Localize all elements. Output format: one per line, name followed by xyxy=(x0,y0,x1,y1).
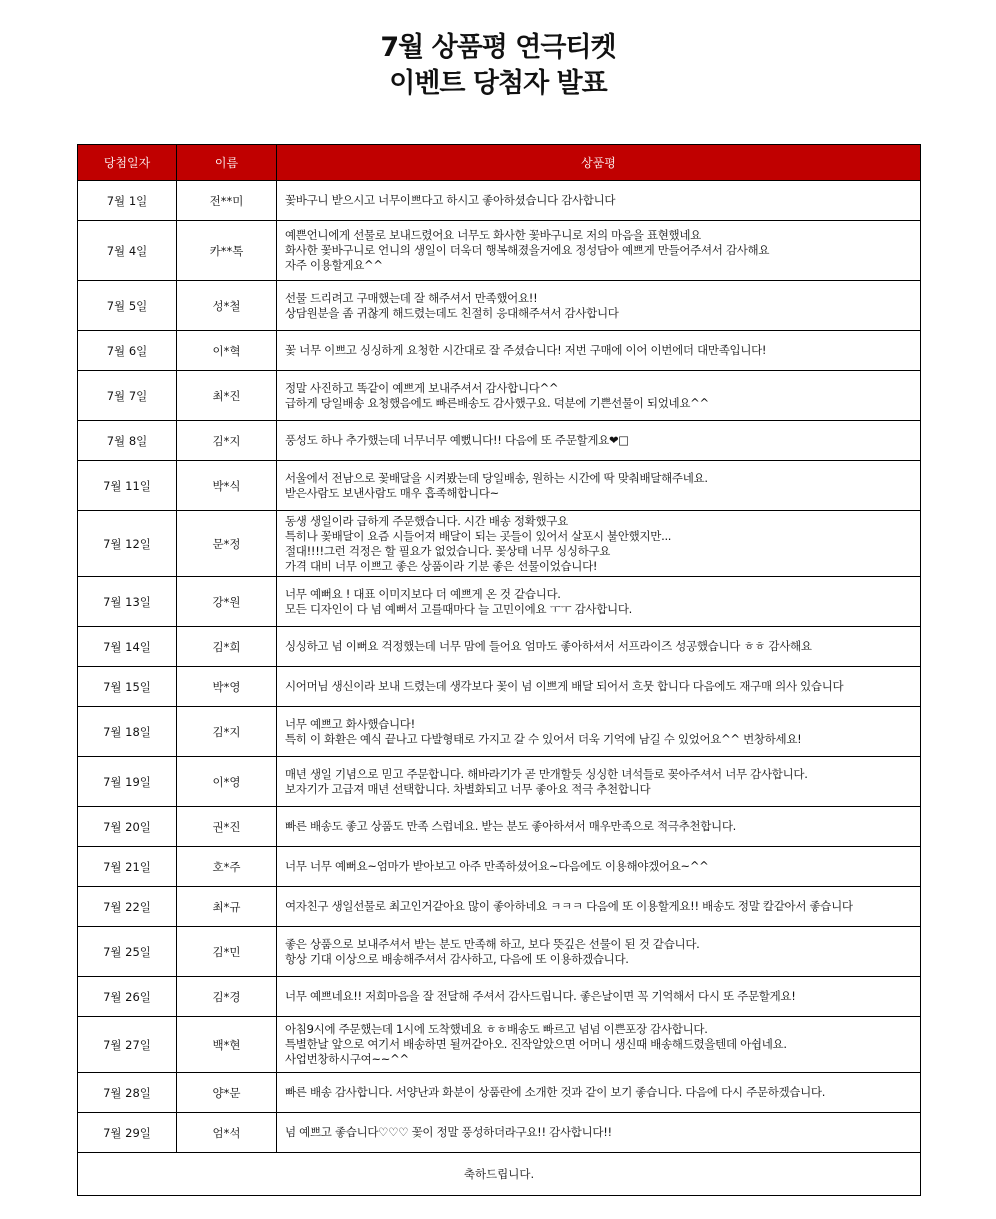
table-row xyxy=(78,667,921,707)
row-name: 김*희 xyxy=(177,627,277,667)
row-date: 7월 18일 xyxy=(78,707,177,757)
row-date: 7월 11일 xyxy=(78,461,177,511)
review-line: 매년 생일 기념으로 믿고 주문합니다. 해바라기가 곧 만개할듯 싱싱한 녀석들로 꽂아주셔서 너무 감사합니다. xyxy=(285,766,808,781)
review-line: 너무 예뻐요 ! 대표 이미지보다 더 예쁘게 온 것 같습니다. xyxy=(285,586,561,601)
table-footer-row xyxy=(78,1153,921,1196)
row-date: 7월 19일 xyxy=(78,757,177,807)
row-review xyxy=(277,511,921,577)
row-date: 7월 26일 xyxy=(78,977,177,1017)
review-line: 여자친구 생일선물로 최고인거같아요 많이 좋아하네요 ㅋㅋㅋ 다음에 또 이용할게요!! 배송도 정말 칼같아서 좋습니다 xyxy=(285,899,853,913)
review-line: 꽃바구니 받으시고 너무이쁘다고 하시고 좋아하셨습니다 감사합니다 xyxy=(285,193,616,207)
review-line: 넘 예쁘고 좋습니다♡♡♡ 꽃이 정말 풍성하더라구요!! 감사합니다!! xyxy=(285,1125,612,1139)
row-date: 7월 5일 xyxy=(78,281,177,331)
review-line: 자주 이용할게요^^ xyxy=(285,258,383,272)
row-name: 박*영 xyxy=(177,667,277,707)
review-line: 좋은 상품으로 보내주셔서 받는 분도 만족해 하고, 보다 뜻깊은 선물이 된 것 같습니다. xyxy=(285,936,700,951)
table-row xyxy=(78,577,921,627)
row-review xyxy=(277,577,921,627)
row-name: 박*식 xyxy=(177,461,277,511)
table-row xyxy=(78,371,921,421)
review-line: 너무 예쁘고 화사했습니다! xyxy=(285,716,415,731)
row-name: 김*경 xyxy=(177,977,277,1017)
table-row xyxy=(78,1073,921,1113)
row-name: 최*규 xyxy=(177,887,277,927)
review-line: 서울에서 전남으로 꽃배달을 시켜봤는데 당일배송, 원하는 시간에 딱 맞춰배달해주네요. xyxy=(285,470,708,485)
review-line: 빠른 배송 감사합니다. 서양난과 화분이 상품란에 소개한 것과 같이 보기 좋습니다. 다음에 다시 주문하겠습니다. xyxy=(285,1085,826,1099)
row-review xyxy=(277,221,921,281)
row-date: 7월 21일 xyxy=(78,847,177,887)
row-review xyxy=(277,847,921,887)
table-row xyxy=(78,461,921,511)
row-name: 김*지 xyxy=(177,707,277,757)
row-review xyxy=(277,371,921,421)
row-name: 김*지 xyxy=(177,421,277,461)
table-row xyxy=(78,181,921,221)
row-review xyxy=(277,627,921,667)
review-line: 사업번창하시구여~~^^ xyxy=(285,1052,409,1066)
row-review xyxy=(277,461,921,511)
table-row xyxy=(78,421,921,461)
row-review xyxy=(277,707,921,757)
review-line: 급하게 당일배송 요청했음에도 빠른배송도 감사했구요. 덕분에 기쁜선물이 되었네요^^ xyxy=(285,395,709,410)
row-review xyxy=(277,281,921,331)
winners-table xyxy=(77,144,921,1196)
review-line: 선물 드리려고 구매했는데 잘 해주셔서 만족했어요!! xyxy=(285,290,538,305)
review-line: 화사한 꽃바구니로 언니의 생일이 더욱더 행복해졌을거에요 정성담아 예쁘게 만들어주셔서 감사해요 xyxy=(285,243,770,257)
review-line: 절대!!!!그런 걱정은 할 필요가 없었습니다. 꽃상태 너무 싱싱하구요 xyxy=(285,543,611,558)
row-date: 7월 4일 xyxy=(78,221,177,281)
table-row xyxy=(78,887,921,927)
row-date: 7월 8일 xyxy=(78,421,177,461)
row-review xyxy=(277,421,921,461)
row-date: 7월 20일 xyxy=(78,807,177,847)
row-name: 이*영 xyxy=(177,757,277,807)
row-date: 7월 14일 xyxy=(78,627,177,667)
review-line: 꽃 너무 이쁘고 싱싱하게 요청한 시간대로 잘 주셨습니다! 저번 구매에 이어 이번에더 대만족입니다! xyxy=(285,343,767,357)
row-name: 호*주 xyxy=(177,847,277,887)
table-row xyxy=(78,281,921,331)
row-review xyxy=(277,807,921,847)
row-name: 엄*석 xyxy=(177,1113,277,1153)
review-line: 가격 대비 너무 이쁘고 좋은 상품이라 기분 좋은 선물이었습니다! xyxy=(285,558,598,573)
review-line: 시어머님 생신이라 보내 드렸는데 생각보다 꽃이 넘 이쁘게 배달 되어서 흐뭇 합니다 다음에도 재구매 의사 있습니다 xyxy=(285,679,844,693)
row-date: 7월 27일 xyxy=(78,1017,177,1073)
row-review xyxy=(277,927,921,977)
row-date: 7월 29일 xyxy=(78,1113,177,1153)
row-name: 성*철 xyxy=(177,281,277,331)
row-name: 김*민 xyxy=(177,927,277,977)
row-review xyxy=(277,887,921,927)
table-row xyxy=(78,331,921,371)
table-row xyxy=(78,847,921,887)
review-line: 싱싱하고 넘 이뻐요 걱정했는데 너무 맘에 들어요 엄마도 좋아하셔서 서프라이즈 성공했습니다 ㅎㅎ 감사해요 xyxy=(285,639,812,653)
table-row xyxy=(78,707,921,757)
review-line: 항상 기대 이상으로 배송해주셔서 감사하고, 다음에 또 이용하겠습니다. xyxy=(285,951,629,966)
table-row xyxy=(78,1017,921,1073)
review-line: 특히 이 화환은 예식 끝나고 다발형태로 가지고 갈 수 있어서 더욱 기억에 남길 수 있었어요^^ 번창하세요! xyxy=(285,731,802,746)
review-line: 빠른 배송도 좋고 상품도 만족 스럽네요. 받는 분도 좋아하셔서 매우만족으로 적극추천합니다. xyxy=(285,819,737,833)
row-review xyxy=(277,1017,921,1073)
page-title xyxy=(0,30,996,102)
row-date: 7월 6일 xyxy=(78,331,177,371)
table-row xyxy=(78,757,921,807)
header-date: 당첨일자 xyxy=(78,145,177,181)
row-review xyxy=(277,1113,921,1153)
row-name: 권*진 xyxy=(177,807,277,847)
row-name: 카**톡 xyxy=(177,221,277,281)
row-review xyxy=(277,977,921,1017)
row-review xyxy=(277,757,921,807)
review-line: 모든 디자인이 다 넘 예뻐서 고를때마다 늘 고민이에요 ㅜㅜ 감사합니다. xyxy=(285,601,633,616)
header-review: 상품평 xyxy=(277,145,921,181)
review-line: 특별한날 앞으로 여기서 배송하면 될꺼같아오. 진작알았으면 어머니 생신때 배송해드렸을텐데 아쉽네요. xyxy=(285,1037,787,1051)
congrats-text: 축하드립니다. xyxy=(78,1153,921,1196)
row-name: 문*정 xyxy=(177,511,277,577)
row-name: 이*혁 xyxy=(177,331,277,371)
table-row xyxy=(78,1113,921,1153)
row-name: 최*진 xyxy=(177,371,277,421)
row-date: 7월 22일 xyxy=(78,887,177,927)
review-line: 특히나 꽃배달이 요즘 시들어져 배달이 되는 곳들이 있어서 살포시 불안했지만... xyxy=(285,528,672,543)
review-line: 보자기가 고급져 매년 선택합니다. 차별화되고 너무 좋아요 적극 추천합니다 xyxy=(285,781,651,796)
table-row xyxy=(78,627,921,667)
table-row xyxy=(78,807,921,847)
title-line-1: 7월 상품평 연극티켓 xyxy=(380,32,616,63)
row-date: 7월 28일 xyxy=(78,1073,177,1113)
row-name: 강*원 xyxy=(177,577,277,627)
header-name: 이름 xyxy=(177,145,277,181)
table-row xyxy=(78,927,921,977)
table-row xyxy=(78,221,921,281)
row-date: 7월 12일 xyxy=(78,511,177,577)
review-line: 너무 예쁘네요!! 저희마음을 잘 전달해 주셔서 감사드립니다. 좋은날이면 꼭 기억해서 다시 또 주문할게요! xyxy=(285,989,796,1003)
review-line: 풍성도 하나 추가했는데 너무너무 예뻤니다!! 다음에 또 주문할게요❤□ xyxy=(285,433,629,447)
row-name: 전**미 xyxy=(177,181,277,221)
table-header-row xyxy=(78,145,921,181)
review-line: 상담원분을 좀 귀찮게 해드렸는데도 친절히 응대해주셔서 감사합니다 xyxy=(285,305,619,320)
row-date: 7월 7일 xyxy=(78,371,177,421)
row-review xyxy=(277,1073,921,1113)
row-review xyxy=(277,331,921,371)
review-line: 정말 사진하고 똑같이 예쁘게 보내주셔서 감사합니다^^ xyxy=(285,380,559,395)
title-line-2: 이벤트 당첨자 발표 xyxy=(389,68,607,99)
row-date: 7월 25일 xyxy=(78,927,177,977)
row-date: 7월 1일 xyxy=(78,181,177,221)
review-line: 너무 너무 예뻐요~엄마가 받아보고 아주 만족하셨어요~다음에도 이용해야겠어요~^^ xyxy=(285,859,709,873)
table-row xyxy=(78,977,921,1017)
row-name: 백*현 xyxy=(177,1017,277,1073)
row-date: 7월 15일 xyxy=(78,667,177,707)
row-review xyxy=(277,181,921,221)
review-line: 동생 생일이라 급하게 주문했습니다. 시간 배송 정확했구요 xyxy=(285,513,568,528)
review-line: 아침9시에 주문했는데 1시에 도착했네요 ㅎㅎ배송도 빠르고 넘넘 이쁜포장 감사합니다. xyxy=(285,1022,708,1036)
row-name: 양*문 xyxy=(177,1073,277,1113)
review-line: 받은사람도 보낸사람도 매우 흡족해합니다~ xyxy=(285,485,499,500)
row-date: 7월 13일 xyxy=(78,577,177,627)
row-review xyxy=(277,667,921,707)
review-line: 예쁜언니에게 선물로 보내드렸어요 너무도 화사한 꽃바구니로 저의 마음을 표현했네요 xyxy=(285,228,701,242)
table-row xyxy=(78,511,921,577)
